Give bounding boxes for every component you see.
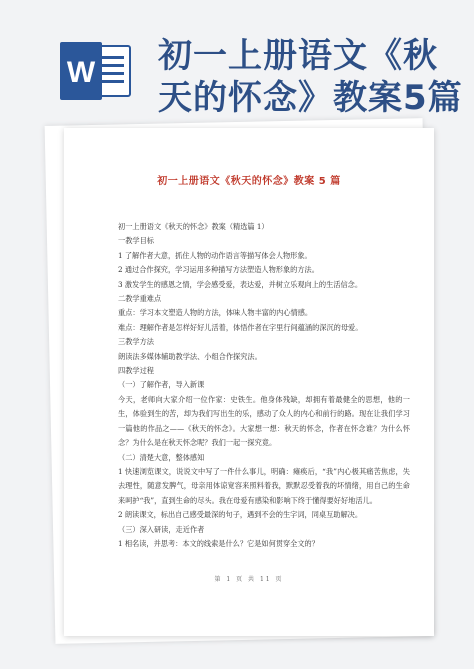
doc-line: 朗读法多媒体辅助教学法、小组合作探究法。 <box>118 351 262 361</box>
doc-line: 今天，老师向大家介绍一位作家：史铁生。他身体残缺，却拥有着最健全的思想，他的一生，体验到生的苦，却为我们写出生的乐，感动了众人的内心和前行的路。现在让我们学习一篇他的作品之——《秋天的怀念》。大家想一想：秋天的怀念，作者在怀念谁？为什么怀念？为什么是在秋天怀念呢？我们一起一探究竟。 <box>118 394 410 448</box>
page-number-footer: 第 1 页 共 11 页 <box>214 576 284 583</box>
document-page <box>64 128 434 636</box>
doc-line: 难点：理解作者是怎样好好儿活着，体悟作者在字里行间蕴涵的深沉的母爱。 <box>118 322 363 332</box>
page-title-line-1: 初一上册语文《秋 <box>158 36 438 76</box>
word-document-icon <box>60 42 134 100</box>
doc-line: 1 相名读，并思考：本文的线索是什么？它是如何贯穿全文的？ <box>118 538 319 548</box>
doc-line: （三）深入研读，走近作者 <box>118 524 205 534</box>
doc-line: （一）了解作者，导入新课 <box>118 380 205 390</box>
doc-line: 三教学方法 <box>118 337 154 347</box>
doc-line: 2 通过合作探究，学习运用多种描写方法塑造人物形象的方法。 <box>118 265 319 275</box>
doc-line: 初一上册语文《秋天的怀念》教案（精选篇 1） <box>118 222 269 231</box>
doc-line: 重点：学习本文塑造人物的方法，体味人物丰富的内心情感。 <box>118 308 313 318</box>
word-icon-letter: W <box>66 56 96 89</box>
doc-line: 1 快速浏览课文，说说文中写了一件什么事儿，明确：瘫痪后，“我”内心极其痛苦焦虑，失去理性，随意发脾气，母亲用体谅宽容来照料着我，默默忍受着我的坏情绪，用自己的生命来呵护“我”，直到生命的尽头。我在母爱有感染和影响下终于懂得要好好地活儿。 <box>118 466 410 505</box>
doc-line: 二教学重难点 <box>118 294 162 304</box>
doc-line: 2 朗读课文，标出自己感受最深的句子，遇到不会的生字词，同桌互助解决。 <box>118 510 363 520</box>
doc-line: 3 激发学生的感恩之情，学会感受爱，表达爱，并树立乐观向上的生活信念。 <box>118 279 363 289</box>
document-body <box>118 220 410 551</box>
document-title: 初一上册语文《秋天的怀念》教案 5 篇 <box>157 176 341 187</box>
doc-line: 一教学目标 <box>118 236 154 246</box>
doc-line: 四教学过程 <box>118 366 154 376</box>
page-title-line-2: 天的怀念》教案5篇 <box>158 78 463 118</box>
doc-line: （二）清楚大意，整体感知 <box>118 452 205 462</box>
doc-line: 1 了解作者大意，抓住人物的动作语言等描写体会人物形象。 <box>118 250 312 260</box>
header-banner <box>0 0 474 120</box>
